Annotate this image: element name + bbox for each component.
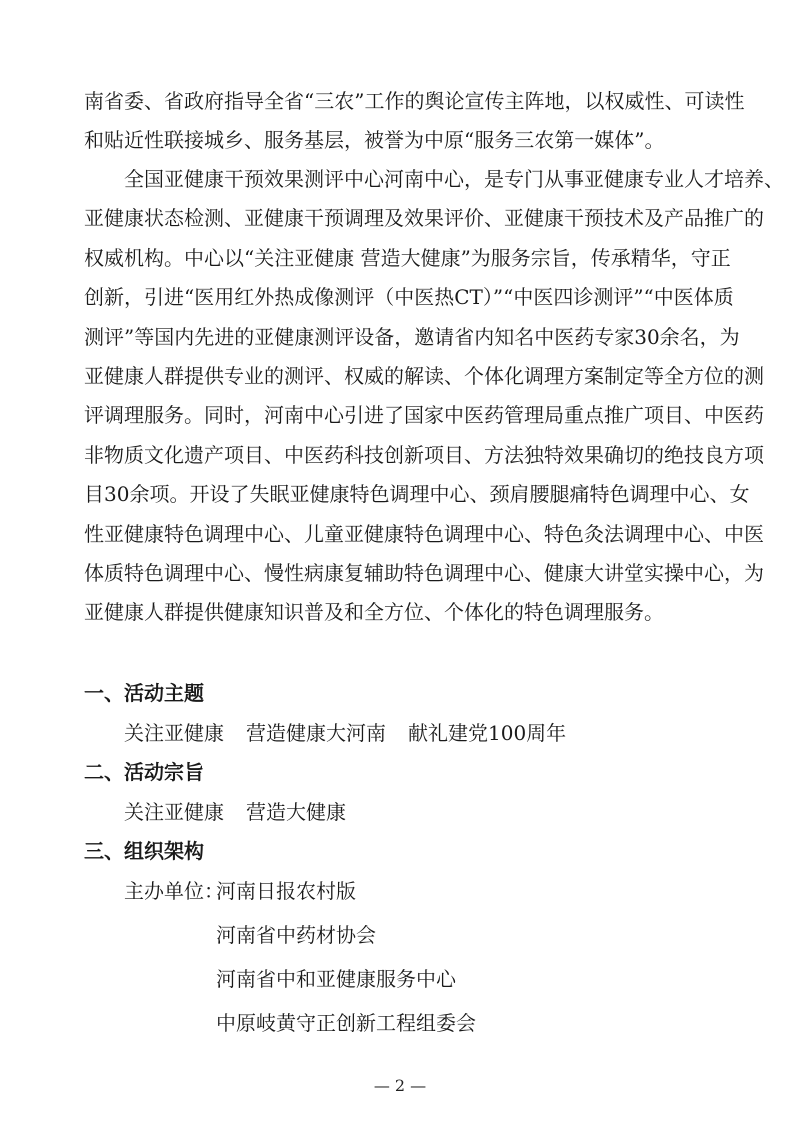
purpose-part: 营造大健康 bbox=[246, 800, 346, 824]
paragraph-line: 性亚健康特色调理中心、儿童亚健康特色调理中心、特色灸法调理中心、中医 bbox=[84, 521, 764, 546]
organizer-list bbox=[216, 877, 476, 1053]
paragraph-line: 创新，引进“医用红外热成像测评（中医热CT）”“中医四诊测评”“中医体质 bbox=[84, 285, 734, 310]
intro-paragraph bbox=[84, 82, 745, 161]
activity-theme bbox=[124, 719, 566, 747]
paragraph-line: 全国亚健康干预效果测评中心河南中心，是专门从事亚健康专业人才培养、 bbox=[84, 167, 784, 191]
theme-part: 献礼建党100周年 bbox=[408, 721, 567, 745]
organizer-item: 河南省中药材协会 bbox=[216, 923, 376, 947]
organizer-label: 主办单位： bbox=[124, 879, 224, 903]
organizer-item: 中原岐黄守正创新工程组委会 bbox=[216, 1011, 476, 1035]
paragraph-line: 和贴近性联接城乡、服务基层，被誉为中原“服务三农第一媒体”。 bbox=[84, 128, 665, 153]
activity-purpose bbox=[124, 798, 346, 826]
section-heading-theme: 一、活动主题 bbox=[84, 681, 204, 705]
paragraph-line: 权威机构。中心以“关注亚健康 营造大健康”为服务宗旨，传承精华，守正 bbox=[84, 245, 731, 270]
paragraph-line: 目30余项。开设了失眠亚健康特色调理中心、颈肩腰腿痛特色调理中心、女 bbox=[84, 482, 750, 507]
paragraph-line: 南省委、省政府指导全省“三农”工作的舆论宣传主阵地，以权威性、可读性 bbox=[84, 89, 745, 113]
section-heading-purpose: 二、活动宗旨 bbox=[84, 760, 204, 784]
page-number: — 2 — bbox=[373, 1076, 427, 1095]
paragraph-line: 体质特色调理中心、慢性病康复辅助特色调理中心、健康大讲堂实操中心，为 bbox=[84, 560, 764, 585]
theme-part: 关注亚健康 bbox=[124, 721, 224, 745]
paragraph-line: 亚健康人群提供专业的测评、权威的解读、个体化调理方案制定等全方位的测 bbox=[84, 363, 764, 388]
paragraph-line: 评调理服务。同时，河南中心引进了国家中医药管理局重点推广项目、中医药 bbox=[84, 403, 764, 428]
section-heading-organization: 三、组织架构 bbox=[84, 839, 204, 863]
paragraph-line: 非物质文化遗产项目、中医药科技创新项目、方法独特效果确切的绝技良方项 bbox=[84, 442, 764, 467]
paragraph-line: 亚健康状态检测、亚健康干预调理及效果评价、亚健康干预技术及产品推广的 bbox=[84, 206, 764, 231]
theme-part: 营造健康大河南 bbox=[246, 721, 386, 745]
paragraph-line: 亚健康人群提供健康知识普及和全方位、个体化的特色调理服务。 bbox=[84, 600, 664, 625]
center-description-paragraph bbox=[84, 160, 784, 633]
purpose-part: 关注亚健康 bbox=[124, 800, 224, 824]
organizer-item: 河南日报农村版 bbox=[216, 879, 356, 903]
paragraph-line: 测评”等国内先进的亚健康测评设备，邀请省内知名中医药专家30余名，为 bbox=[84, 324, 740, 349]
organizer-item: 河南省中和亚健康服务中心 bbox=[216, 967, 456, 991]
